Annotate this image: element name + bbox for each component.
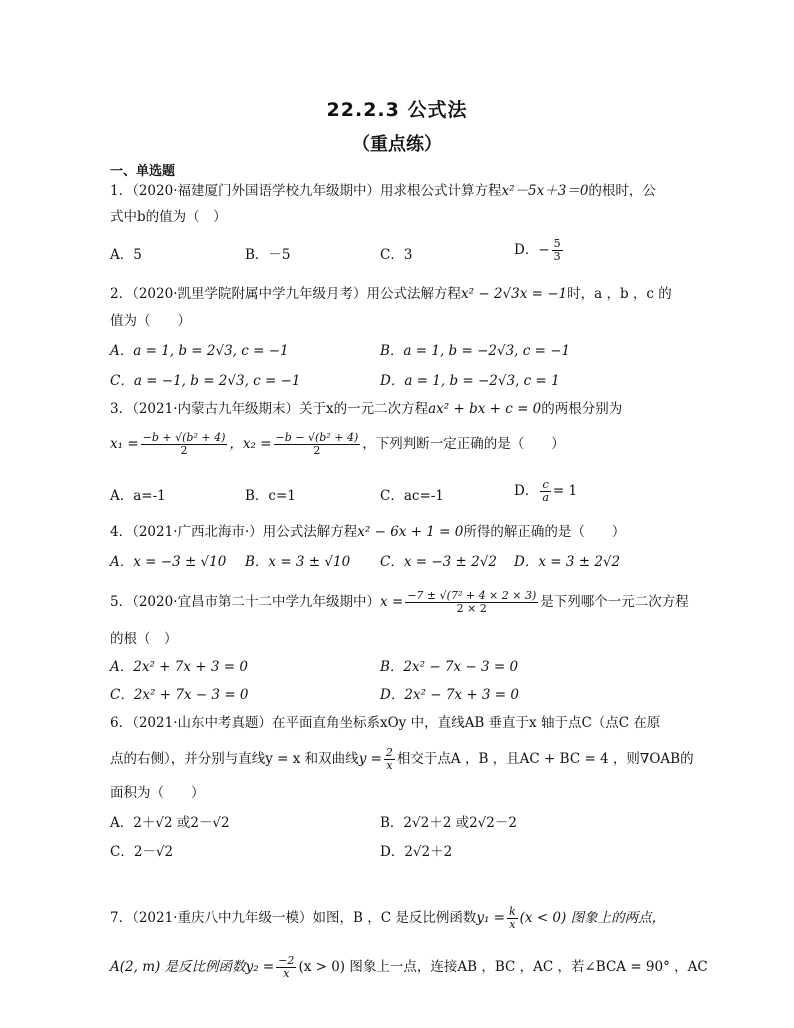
q3-x2-label: ，x₂ = bbox=[229, 436, 272, 452]
q5-x-label: x = bbox=[380, 594, 404, 610]
q3-x1-den: 2 bbox=[180, 444, 188, 457]
question-7-stem-cont bbox=[110, 955, 708, 980]
q2-text: 2．（2020·凯里学院附属中学九年级月考）用公式法解方程 bbox=[110, 286, 461, 302]
section-heading: 一、单选题 bbox=[110, 164, 176, 179]
q3-option-a: A．a=-1 bbox=[110, 488, 166, 504]
q5-option-d: D．2x² − 7x + 3 = 0 bbox=[380, 687, 520, 703]
q5-option-a: A．2x² + 7x + 3 = 0 bbox=[110, 659, 248, 675]
q1-text: 1．（2020·福建厦门外国语学校九年级期中）用求根公式计算方程 bbox=[110, 183, 502, 199]
question-2-stem-cont: 值为（ ） bbox=[110, 313, 191, 329]
q1-d-num: 5 bbox=[553, 237, 561, 250]
q3-x1-fraction bbox=[141, 432, 228, 457]
question-5-stem bbox=[110, 590, 689, 615]
q2-equation: x² − 2√3x = −1 bbox=[461, 286, 568, 302]
q6-option-b: B．2√2＋2 或2√2－2 bbox=[380, 815, 517, 831]
q1-d-fraction bbox=[552, 238, 563, 263]
q3-d-num: c bbox=[540, 479, 551, 492]
q1-option-c: C．3 bbox=[380, 247, 413, 263]
question-3-stem bbox=[110, 400, 622, 418]
q3-equation: ax² + bx + c = 0 bbox=[428, 401, 542, 417]
q7-y1-fraction bbox=[507, 906, 518, 931]
q6-fraction bbox=[384, 747, 395, 772]
question-3-roots bbox=[110, 432, 565, 457]
q7-text-a1: 7．（2021·重庆八中九年级一模）如图，B ，C 是反比例函数 bbox=[110, 910, 477, 926]
question-6-stem: 6．（2021·山东中考真题）在平面直角坐标系xOy 中，直线AB 垂直于x 轴于点C（点C 在原 bbox=[110, 715, 661, 731]
q7-y2-den: x bbox=[283, 967, 290, 980]
question-6-stem-cont bbox=[110, 747, 694, 772]
q6-y-label: y = bbox=[358, 751, 382, 767]
q4-text: 4．（2021·广西北海市·）用公式法解方程 bbox=[110, 524, 358, 540]
q1-equation: x²－5x＋3＝0 bbox=[501, 183, 589, 199]
q6-den: x bbox=[386, 759, 393, 772]
q3-option-c: C．ac=-1 bbox=[380, 488, 444, 504]
question-4-stem bbox=[110, 523, 625, 541]
q3-x1-label: x₁ = bbox=[110, 436, 139, 452]
q4-equation: x² − 6x + 1 = 0 bbox=[357, 524, 464, 540]
q2-option-a: A．a = 1, b = 2√3, c = −1 bbox=[110, 343, 289, 359]
q5-option-b: B．2x² − 7x − 3 = 0 bbox=[380, 659, 519, 675]
q2-text-b: 时，a ，b ，c 的 bbox=[567, 286, 672, 302]
q1-d-label: D．− bbox=[514, 242, 550, 258]
q2-option-b: B．a = 1, b = −2√3, c = −1 bbox=[380, 343, 571, 359]
question-7-stem bbox=[110, 906, 665, 931]
q7-text-a2: (x < 0) 图象上的两点， bbox=[519, 910, 666, 926]
q4-option-c: C．x = −3 ± 2√2 bbox=[380, 554, 497, 570]
q6-option-a: A．2＋√2 或2－√2 bbox=[110, 815, 230, 831]
q6-option-c: C．2－√2 bbox=[110, 844, 174, 860]
page-subtitle: （重点练） bbox=[352, 134, 442, 155]
question-5-stem-cont: 的根（ ） bbox=[110, 631, 178, 647]
q5-option-c: C．2x² + 7x − 3 = 0 bbox=[110, 687, 249, 703]
q7-y2-num: −2 bbox=[278, 954, 295, 967]
question-1-stem-cont: 式中b的值为（ ） bbox=[110, 209, 227, 225]
q4-option-a: A．x = −3 ± √10 bbox=[110, 554, 227, 570]
question-2-stem bbox=[110, 285, 672, 303]
q6-text-b1: 点的右侧），并分别与直线y = x 和双曲线 bbox=[110, 751, 359, 767]
q3-x2-den: 2 bbox=[313, 444, 321, 457]
q4-option-b: B．x = 3 ± √10 bbox=[245, 554, 351, 570]
q7-text-b1: A(2, m) 是反比例函数 bbox=[110, 959, 246, 975]
page-title: 22.2.3 公式法 bbox=[326, 99, 468, 121]
q3-x1-num: −b + √(b² + 4) bbox=[142, 431, 226, 444]
q5-fraction bbox=[405, 590, 538, 615]
q3-d-label: D． bbox=[514, 483, 539, 499]
q3-text: 3．（2021·内蒙古九年级期末）关于x的一元二次方程 bbox=[110, 401, 429, 417]
q3-d-den: a bbox=[542, 491, 549, 504]
q1-option-d bbox=[514, 238, 565, 263]
q2-option-d: D．a = 1, b = −2√3, c = 1 bbox=[380, 373, 560, 389]
q7-text-b2: (x > 0) 图象上一点，连接AB ，BC ，AC ，若∠BCA = 90° ，AC bbox=[298, 959, 708, 975]
q3-text-b: 的两根分别为 bbox=[541, 401, 623, 417]
q7-y1-label: y₁ = bbox=[476, 910, 505, 926]
q3-d-fraction bbox=[540, 479, 551, 504]
q5-text: 5．（2020·宜昌市第二十二中学九年级期中） bbox=[110, 594, 380, 610]
q6-num: 2 bbox=[385, 746, 393, 759]
q7-y1-num: k bbox=[508, 905, 516, 918]
q1-d-den: 3 bbox=[553, 250, 561, 263]
q6-option-d: D．2√2＋2 bbox=[380, 844, 453, 860]
q3-x2-fraction bbox=[274, 432, 361, 457]
q7-y2-label: y₂ = bbox=[245, 959, 275, 975]
q7-y1-den: x bbox=[509, 918, 516, 931]
q2-option-c: C．a = −1, b = 2√3, c = −1 bbox=[110, 373, 301, 389]
q5-text-b: 是下列哪个一元二次方程 bbox=[540, 594, 689, 610]
question-1-stem bbox=[110, 182, 656, 200]
q4-text-b: 所得的解正确的是（ ） bbox=[463, 524, 626, 540]
q3-option-b: B．c=1 bbox=[245, 488, 296, 504]
q4-option-d: D．x = 3 ± 2√2 bbox=[514, 554, 621, 570]
q1-option-a: A．5 bbox=[110, 247, 142, 263]
q3-d-post: = 1 bbox=[552, 483, 578, 499]
q3-text-c: ，下列判断一定正确的是（ ） bbox=[362, 436, 565, 452]
q5-den: 2 × 2 bbox=[456, 602, 487, 615]
q5-num: −7 ± √(7² + 4 × 2 × 3) bbox=[407, 589, 537, 602]
q1-text-b: 的根时，公 bbox=[588, 183, 656, 199]
q3-x2-num: −b − √(b² + 4) bbox=[275, 431, 359, 444]
q6-text-b2: 相交于点A ，B ，且AC + BC = 4 ，则∇OAB的 bbox=[396, 751, 694, 767]
q1-option-b: B．－5 bbox=[245, 247, 291, 263]
q7-y2-fraction bbox=[276, 955, 296, 980]
question-6-stem-end: 面积为（ ） bbox=[110, 785, 205, 801]
q3-option-d bbox=[514, 479, 577, 504]
